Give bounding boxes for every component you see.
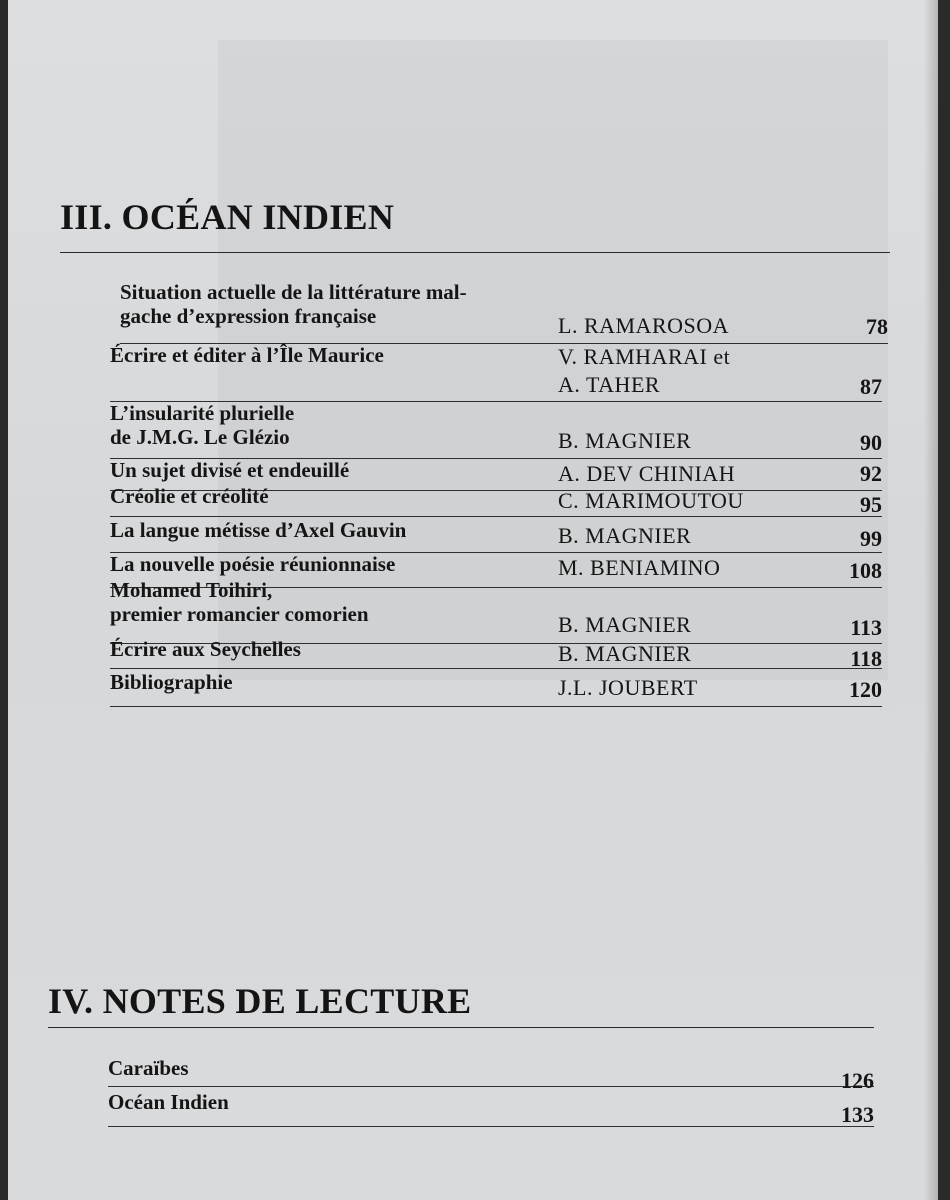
section-rule [48,1027,874,1028]
toc-entry-title-line: premier romancier comorien [110,602,369,626]
toc-entry-page: 99 [860,526,882,551]
toc-entry-title-line: Créolie et créolité [110,484,269,508]
toc-entry-title-line: de J.M.G. Le Glézio [110,425,290,449]
toc-entry-author [558,312,729,340]
toc-entry-author-line: J.L. JOUBERT [558,675,698,700]
toc-entry-page: 78 [866,314,888,339]
section-title-notes-de-lecture: IV. NOTES DE LECTURE [48,981,472,1021]
toc-entry-title-line: gache d’expression française [120,304,377,328]
toc-entry-title [110,670,233,694]
toc-entry-author [558,427,691,455]
toc-entry-author [558,611,691,639]
toc-row [110,668,882,707]
toc-entry-author [558,460,735,488]
toc-row [110,484,882,517]
toc-row [110,343,882,402]
toc-entry-author-line: M. BENIAMINO [558,555,721,580]
toc-entry-author-line: B. MAGNIER [558,523,692,548]
toc-entry-author [558,640,691,668]
toc-entry-page: 92 [860,461,882,486]
notes-entry-page: 133 [841,1102,874,1127]
toc-entry-page: 113 [850,615,882,640]
toc-entry-title-line: Situation actuelle de la littérature mal- [120,280,467,304]
toc-entry-title [110,637,301,661]
toc-entry-page: 118 [850,646,882,671]
toc-entry-title [110,401,294,449]
toc-entry-author-line: B. MAGNIER [558,612,692,637]
toc-entry-author [558,522,691,550]
toc-entry-page: 95 [860,492,882,517]
page-edge-shadow [924,0,938,1200]
toc-entry-title [110,552,395,576]
toc-entry-title-line: L’insularité plurielle [110,401,295,425]
toc-entry-author-line: C. MARIMOUTOU [558,488,744,513]
toc-entry-title-line: Un sujet divisé et endeuillé [110,458,350,482]
toc-entry-author-line: A. TAHER [558,372,661,397]
toc-entry-title [110,484,269,508]
toc-entry-author-line: B. MAGNIER [558,428,692,453]
toc-entry-author-line: V. RAMHARAI et [558,344,731,369]
toc-entry-title-line: Mohamed Toihiri, [110,578,273,602]
toc-entry-author [558,674,698,702]
toc-entry-title [110,343,384,367]
toc-entry-page: 90 [860,430,882,455]
toc-entry-author [558,343,730,399]
toc-row [110,578,882,644]
book-page [8,0,938,1200]
section-title-ocean-indien: III. OCÉAN INDIEN [60,197,395,237]
toc-entry-title-line: Écrire aux Seychelles [110,637,301,661]
toc-entry-page: 87 [860,374,882,399]
notes-entry-title: Caraïbes [108,1056,189,1080]
toc-row [110,401,882,459]
toc-entry-title [110,578,369,626]
notes-row [108,1086,874,1127]
toc-entry-page: 120 [849,677,882,702]
toc-entry-author-line: L. RAMAROSOA [558,313,730,338]
toc-entry-title [120,280,467,328]
toc-entry-title-line: Bibliographie [110,670,233,694]
notes-entry-title: Océan Indien [108,1090,229,1114]
notes-row [108,1054,874,1093]
toc-entry-title-line: La nouvelle poésie réunionnaise [110,552,396,576]
toc-entry-author-line: B. MAGNIER [558,641,692,666]
toc-entry-title [110,518,406,542]
toc-entry-author [558,487,744,515]
toc-row [110,516,882,553]
notes-entry-page: 126 [841,1068,874,1093]
toc-row [110,637,882,671]
toc-entry-author-line: A. DEV CHINIAH [558,461,736,486]
toc-row [120,276,888,344]
toc-entry-title [110,458,349,482]
toc-entry-author [558,554,720,582]
toc-entry-title-line: La langue métisse d’Axel Gauvin [110,518,407,542]
section-rule [60,252,890,253]
toc-entry-page: 108 [849,558,882,583]
toc-entry-title-line: Écrire et éditer à l’Île Maurice [110,343,384,367]
